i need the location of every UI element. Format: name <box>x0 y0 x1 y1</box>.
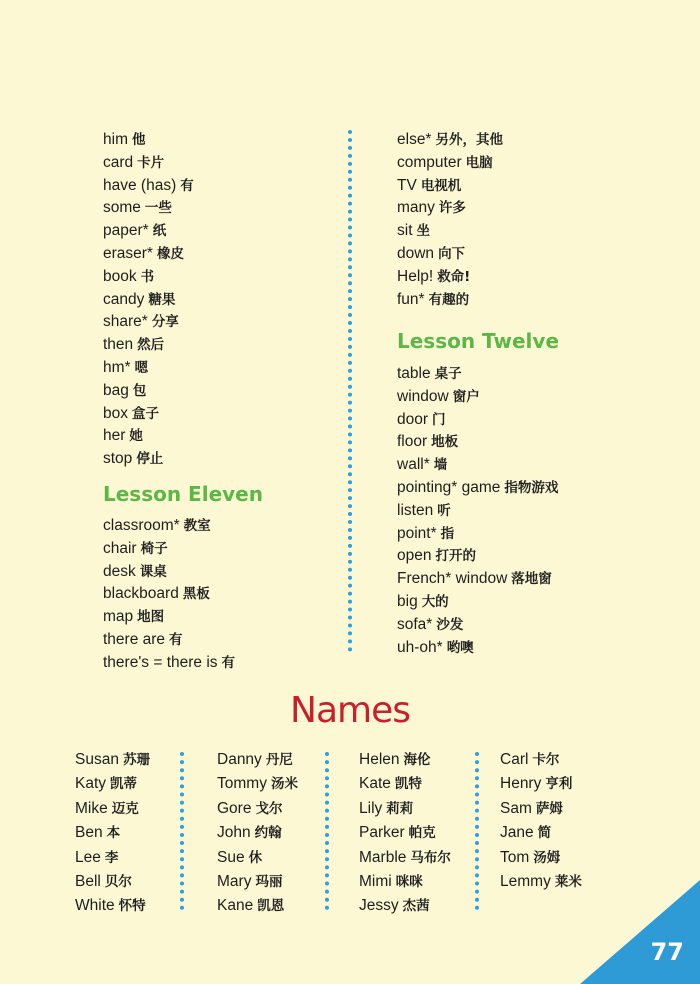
chinese-translation: 一些 <box>144 200 172 217</box>
english-word: Danny <box>217 751 262 768</box>
chinese-translation: 分享 <box>151 314 179 331</box>
english-word: Carl <box>500 751 529 768</box>
chinese-translation: 汤姆 <box>533 849 561 866</box>
english-word: Ben <box>75 824 103 842</box>
vocab-entry <box>397 175 503 198</box>
english-word: floor <box>397 433 428 451</box>
vocab-entry <box>397 129 503 152</box>
chinese-translation: 打开的 <box>435 548 476 565</box>
chinese-translation: 有 <box>221 654 236 671</box>
vocab-column-2 <box>397 129 503 311</box>
chinese-translation: 教室 <box>183 518 211 534</box>
vocab-entry <box>397 243 503 266</box>
chinese-translation: 指 <box>440 525 455 542</box>
english-word: many <box>397 199 435 217</box>
chinese-translation: 然后 <box>137 337 165 354</box>
english-word: share* <box>103 313 148 331</box>
english-word: classroom* <box>103 517 180 534</box>
word-list <box>397 363 558 659</box>
chinese-translation: 卡片 <box>137 154 165 171</box>
english-word: hm* <box>103 358 131 376</box>
english-word: computer <box>397 153 462 171</box>
vocab-entry <box>75 797 150 821</box>
vocab-entry <box>103 380 194 403</box>
english-word: uh-oh* <box>397 638 443 656</box>
chinese-translation: 停止 <box>136 451 164 468</box>
vocab-entry <box>75 748 150 772</box>
chinese-translation: 咪咪 <box>395 874 423 891</box>
chinese-translation: 萨姆 <box>535 800 563 817</box>
lesson-eleven-words <box>103 515 235 675</box>
english-word: door <box>397 410 429 428</box>
vocab-entry <box>397 523 558 546</box>
chinese-translation: 糖果 <box>148 291 176 308</box>
english-word: Jessy <box>359 897 399 915</box>
english-word: Parker <box>359 824 405 842</box>
chinese-translation: 他 <box>131 132 146 148</box>
english-word: some <box>103 199 141 217</box>
chinese-translation: 地图 <box>137 609 165 626</box>
vocab-entry <box>397 386 558 409</box>
chinese-translation: 盒子 <box>132 405 159 422</box>
english-word: Lee <box>75 848 101 866</box>
vocab-entry <box>500 870 582 894</box>
vocab-entry <box>397 500 558 523</box>
vocab-entry <box>500 748 582 772</box>
english-word: paper* <box>103 222 149 240</box>
chinese-translation: 苏珊 <box>122 752 150 768</box>
chinese-translation: 丹尼 <box>265 752 293 768</box>
english-word: eraser* <box>103 244 153 262</box>
chinese-translation: 课桌 <box>139 563 167 580</box>
chinese-translation: 凯恩 <box>257 898 285 915</box>
chinese-translation: 杰茜 <box>402 898 430 915</box>
vocab-entry <box>397 614 558 637</box>
english-word: table <box>397 365 431 382</box>
vocab-entry <box>103 538 235 561</box>
chinese-translation: 指物游戏 <box>504 479 559 496</box>
vocab-entry <box>75 894 150 918</box>
page-number: 77 <box>650 938 684 966</box>
vocab-entry <box>500 846 582 870</box>
vocab-entry <box>103 425 194 448</box>
vocab-entry <box>217 797 298 821</box>
english-word: Katy <box>75 775 107 793</box>
vocab-entry <box>397 454 558 477</box>
vocab-entry <box>103 197 194 220</box>
names-column-2 <box>217 748 298 919</box>
english-word: John <box>217 824 251 842</box>
chinese-translation: 另外，其他 <box>435 132 503 148</box>
vocab-entry <box>359 821 451 845</box>
chinese-translation: 玛丽 <box>255 874 283 891</box>
english-word: Henry <box>500 775 542 793</box>
english-word: Lemmy <box>500 873 551 891</box>
chinese-translation: 有 <box>180 177 194 194</box>
vocab-entry <box>103 561 235 584</box>
chinese-translation: 纸 <box>152 223 167 240</box>
english-word: TV <box>397 176 417 194</box>
chinese-translation: 救命! <box>437 268 471 285</box>
vocab-entry <box>397 545 558 568</box>
english-word: desk <box>103 562 136 580</box>
english-word: point* <box>397 524 437 542</box>
english-word: there's = there is <box>103 653 218 671</box>
lesson-twelve-title: Lesson Twelve <box>397 329 560 353</box>
chinese-translation: 电视机 <box>420 177 462 194</box>
english-word: wall* <box>397 456 430 474</box>
vocab-entry <box>359 772 451 796</box>
chinese-translation: 帕克 <box>408 825 436 842</box>
vocab-entry <box>217 748 298 772</box>
english-word: pointing* game <box>397 478 501 496</box>
vocab-entry <box>103 583 235 606</box>
names-divider-2 <box>325 752 329 910</box>
vocab-entry <box>397 477 558 500</box>
vocab-entry <box>103 266 194 289</box>
english-word: Tom <box>500 848 530 866</box>
names-column-3 <box>359 748 451 919</box>
chinese-translation: 马布尔 <box>410 849 451 866</box>
english-word: her <box>103 427 126 445</box>
english-word: Jane <box>500 824 534 842</box>
chinese-translation: 橡皮 <box>156 245 184 262</box>
chinese-translation: 本 <box>106 825 121 842</box>
chinese-translation: 椅子 <box>140 540 168 557</box>
vocab-entry <box>103 152 194 175</box>
chinese-translation: 莉莉 <box>386 800 414 817</box>
english-word: box <box>103 404 128 422</box>
lesson-twelve-words <box>397 363 558 659</box>
english-word: French* window <box>397 570 508 588</box>
chinese-translation: 包 <box>132 382 147 399</box>
vocab-entry <box>103 448 194 471</box>
vocab-entry <box>397 197 503 220</box>
chinese-translation: 她 <box>129 428 143 445</box>
vocab-entry <box>500 772 582 796</box>
vocab-entry <box>359 797 451 821</box>
chinese-translation: 门 <box>432 411 446 428</box>
vocab-entry <box>217 894 298 918</box>
vocab-entry <box>103 629 235 652</box>
vocab-entry <box>75 870 150 894</box>
vocab-entry <box>75 821 150 845</box>
chinese-translation: 书 <box>140 268 155 285</box>
vocab-entry <box>359 846 451 870</box>
vocab-entry <box>397 568 558 591</box>
vocab-entry <box>397 431 558 454</box>
english-word: then <box>103 336 134 354</box>
chinese-translation: 休 <box>248 849 263 866</box>
english-word: there are <box>103 630 166 648</box>
vocab-entry <box>103 403 194 426</box>
english-word: Marble <box>359 848 407 866</box>
chinese-translation: 许多 <box>438 200 466 217</box>
english-word: down <box>397 244 435 262</box>
chinese-translation: 凯特 <box>394 776 422 793</box>
english-word: Mary <box>217 873 252 891</box>
vocab-entry <box>359 894 451 918</box>
english-word: Bell <box>75 873 101 891</box>
chinese-translation: 坐 <box>416 223 430 240</box>
english-word: Mimi <box>359 873 392 891</box>
chinese-translation: 戈尔 <box>255 800 283 817</box>
chinese-translation: 沙发 <box>436 616 464 633</box>
english-word: card <box>103 153 134 171</box>
chinese-translation: 海伦 <box>403 752 431 768</box>
english-word: Sam <box>500 799 532 817</box>
vocab-entry <box>75 772 150 796</box>
english-word: Lily <box>359 799 383 817</box>
vocab-entry <box>103 311 194 334</box>
vocab-entry <box>103 357 194 380</box>
chinese-translation: 窗户 <box>452 388 480 405</box>
word-list <box>397 129 503 311</box>
english-word: Susan <box>75 751 119 768</box>
chinese-translation: 简 <box>537 825 552 842</box>
vocab-entry <box>75 846 150 870</box>
english-word: book <box>103 267 137 285</box>
chinese-translation: 卡尔 <box>532 752 560 768</box>
english-word: Mike <box>75 799 108 817</box>
vocab-entry <box>397 152 503 175</box>
english-word: stop <box>103 450 133 468</box>
page-corner-triangle <box>580 880 700 984</box>
vocab-entry <box>397 266 503 289</box>
vocab-entry <box>103 334 194 357</box>
english-word: open <box>397 547 432 565</box>
names-column-4 <box>500 748 582 894</box>
english-word: window <box>397 387 449 405</box>
vocab-entry <box>103 515 235 538</box>
chinese-translation: 怀特 <box>118 898 146 915</box>
chinese-translation: 凯蒂 <box>110 776 138 793</box>
word-list <box>103 515 235 675</box>
chinese-translation: 莱米 <box>554 874 582 891</box>
vocab-entry <box>397 220 503 243</box>
chinese-translation: 嗯 <box>134 359 149 376</box>
chinese-translation: 约翰 <box>254 825 282 842</box>
name-list <box>359 748 451 919</box>
english-word: Kate <box>359 775 391 793</box>
chinese-translation: 有 <box>169 631 183 648</box>
vocab-entry <box>397 591 558 614</box>
chinese-translation: 哟噢 <box>446 639 474 656</box>
vocab-entry <box>217 821 298 845</box>
vocab-entry <box>500 821 582 845</box>
english-word: sit <box>397 222 413 240</box>
column-divider <box>348 130 352 652</box>
vocab-entry <box>103 606 235 629</box>
vocab-entry <box>500 797 582 821</box>
chinese-translation: 大的 <box>421 593 449 610</box>
vocab-entry <box>217 772 298 796</box>
english-word: Help! <box>397 267 434 285</box>
vocab-entry <box>397 289 503 312</box>
vocab-entry <box>217 870 298 894</box>
english-word: candy <box>103 290 145 308</box>
vocab-entry <box>103 220 194 243</box>
vocab-column-1 <box>103 129 194 471</box>
english-word: blackboard <box>103 585 179 603</box>
english-word: Tommy <box>217 775 267 793</box>
english-word: Gore <box>217 799 252 817</box>
english-word: big <box>397 592 418 610</box>
chinese-translation: 电脑 <box>465 154 493 171</box>
names-column-1 <box>75 748 150 919</box>
chinese-translation: 地板 <box>431 434 459 451</box>
names-divider-3 <box>475 752 479 910</box>
vocab-entry <box>359 748 451 772</box>
english-word: bag <box>103 381 129 399</box>
english-word: Kane <box>217 897 254 915</box>
english-word: fun* <box>397 290 425 308</box>
vocab-entry <box>359 870 451 894</box>
name-list <box>217 748 298 919</box>
vocab-entry <box>217 846 298 870</box>
chinese-translation: 迈克 <box>111 800 139 817</box>
chinese-translation: 向下 <box>438 245 466 262</box>
chinese-translation: 亨利 <box>545 776 573 793</box>
vocab-entry <box>397 363 558 386</box>
chinese-translation: 落地窗 <box>511 571 552 588</box>
chinese-translation: 墙 <box>433 457 448 474</box>
chinese-translation: 有趣的 <box>428 291 470 308</box>
name-list <box>75 748 150 919</box>
names-title: Names <box>290 690 410 731</box>
vocab-entry <box>397 637 558 660</box>
chinese-translation: 黑板 <box>182 586 210 603</box>
english-word: sofa* <box>397 615 433 633</box>
chinese-translation: 汤米 <box>270 776 298 793</box>
vocab-entry <box>397 409 558 432</box>
english-word: else* <box>397 131 432 148</box>
vocab-entry <box>103 289 194 312</box>
chinese-translation: 贝尔 <box>104 874 132 891</box>
vocab-entry <box>103 175 194 198</box>
english-word: him <box>103 131 128 148</box>
english-word: have (has) <box>103 176 177 194</box>
vocab-entry <box>103 129 194 152</box>
english-word: Sue <box>217 848 245 866</box>
vocab-entry <box>103 243 194 266</box>
english-word: chair <box>103 539 137 557</box>
english-word: map <box>103 608 134 626</box>
english-word: Helen <box>359 751 400 768</box>
word-list <box>103 129 194 471</box>
english-word: listen <box>397 501 434 519</box>
chinese-translation: 李 <box>104 849 119 866</box>
vocab-entry <box>103 652 235 675</box>
chinese-translation: 桌子 <box>434 366 462 382</box>
name-list <box>500 748 582 894</box>
names-divider-1 <box>180 752 184 910</box>
lesson-eleven-title: Lesson Eleven <box>103 482 263 506</box>
chinese-translation: 听 <box>437 502 451 519</box>
english-word: White <box>75 897 115 915</box>
